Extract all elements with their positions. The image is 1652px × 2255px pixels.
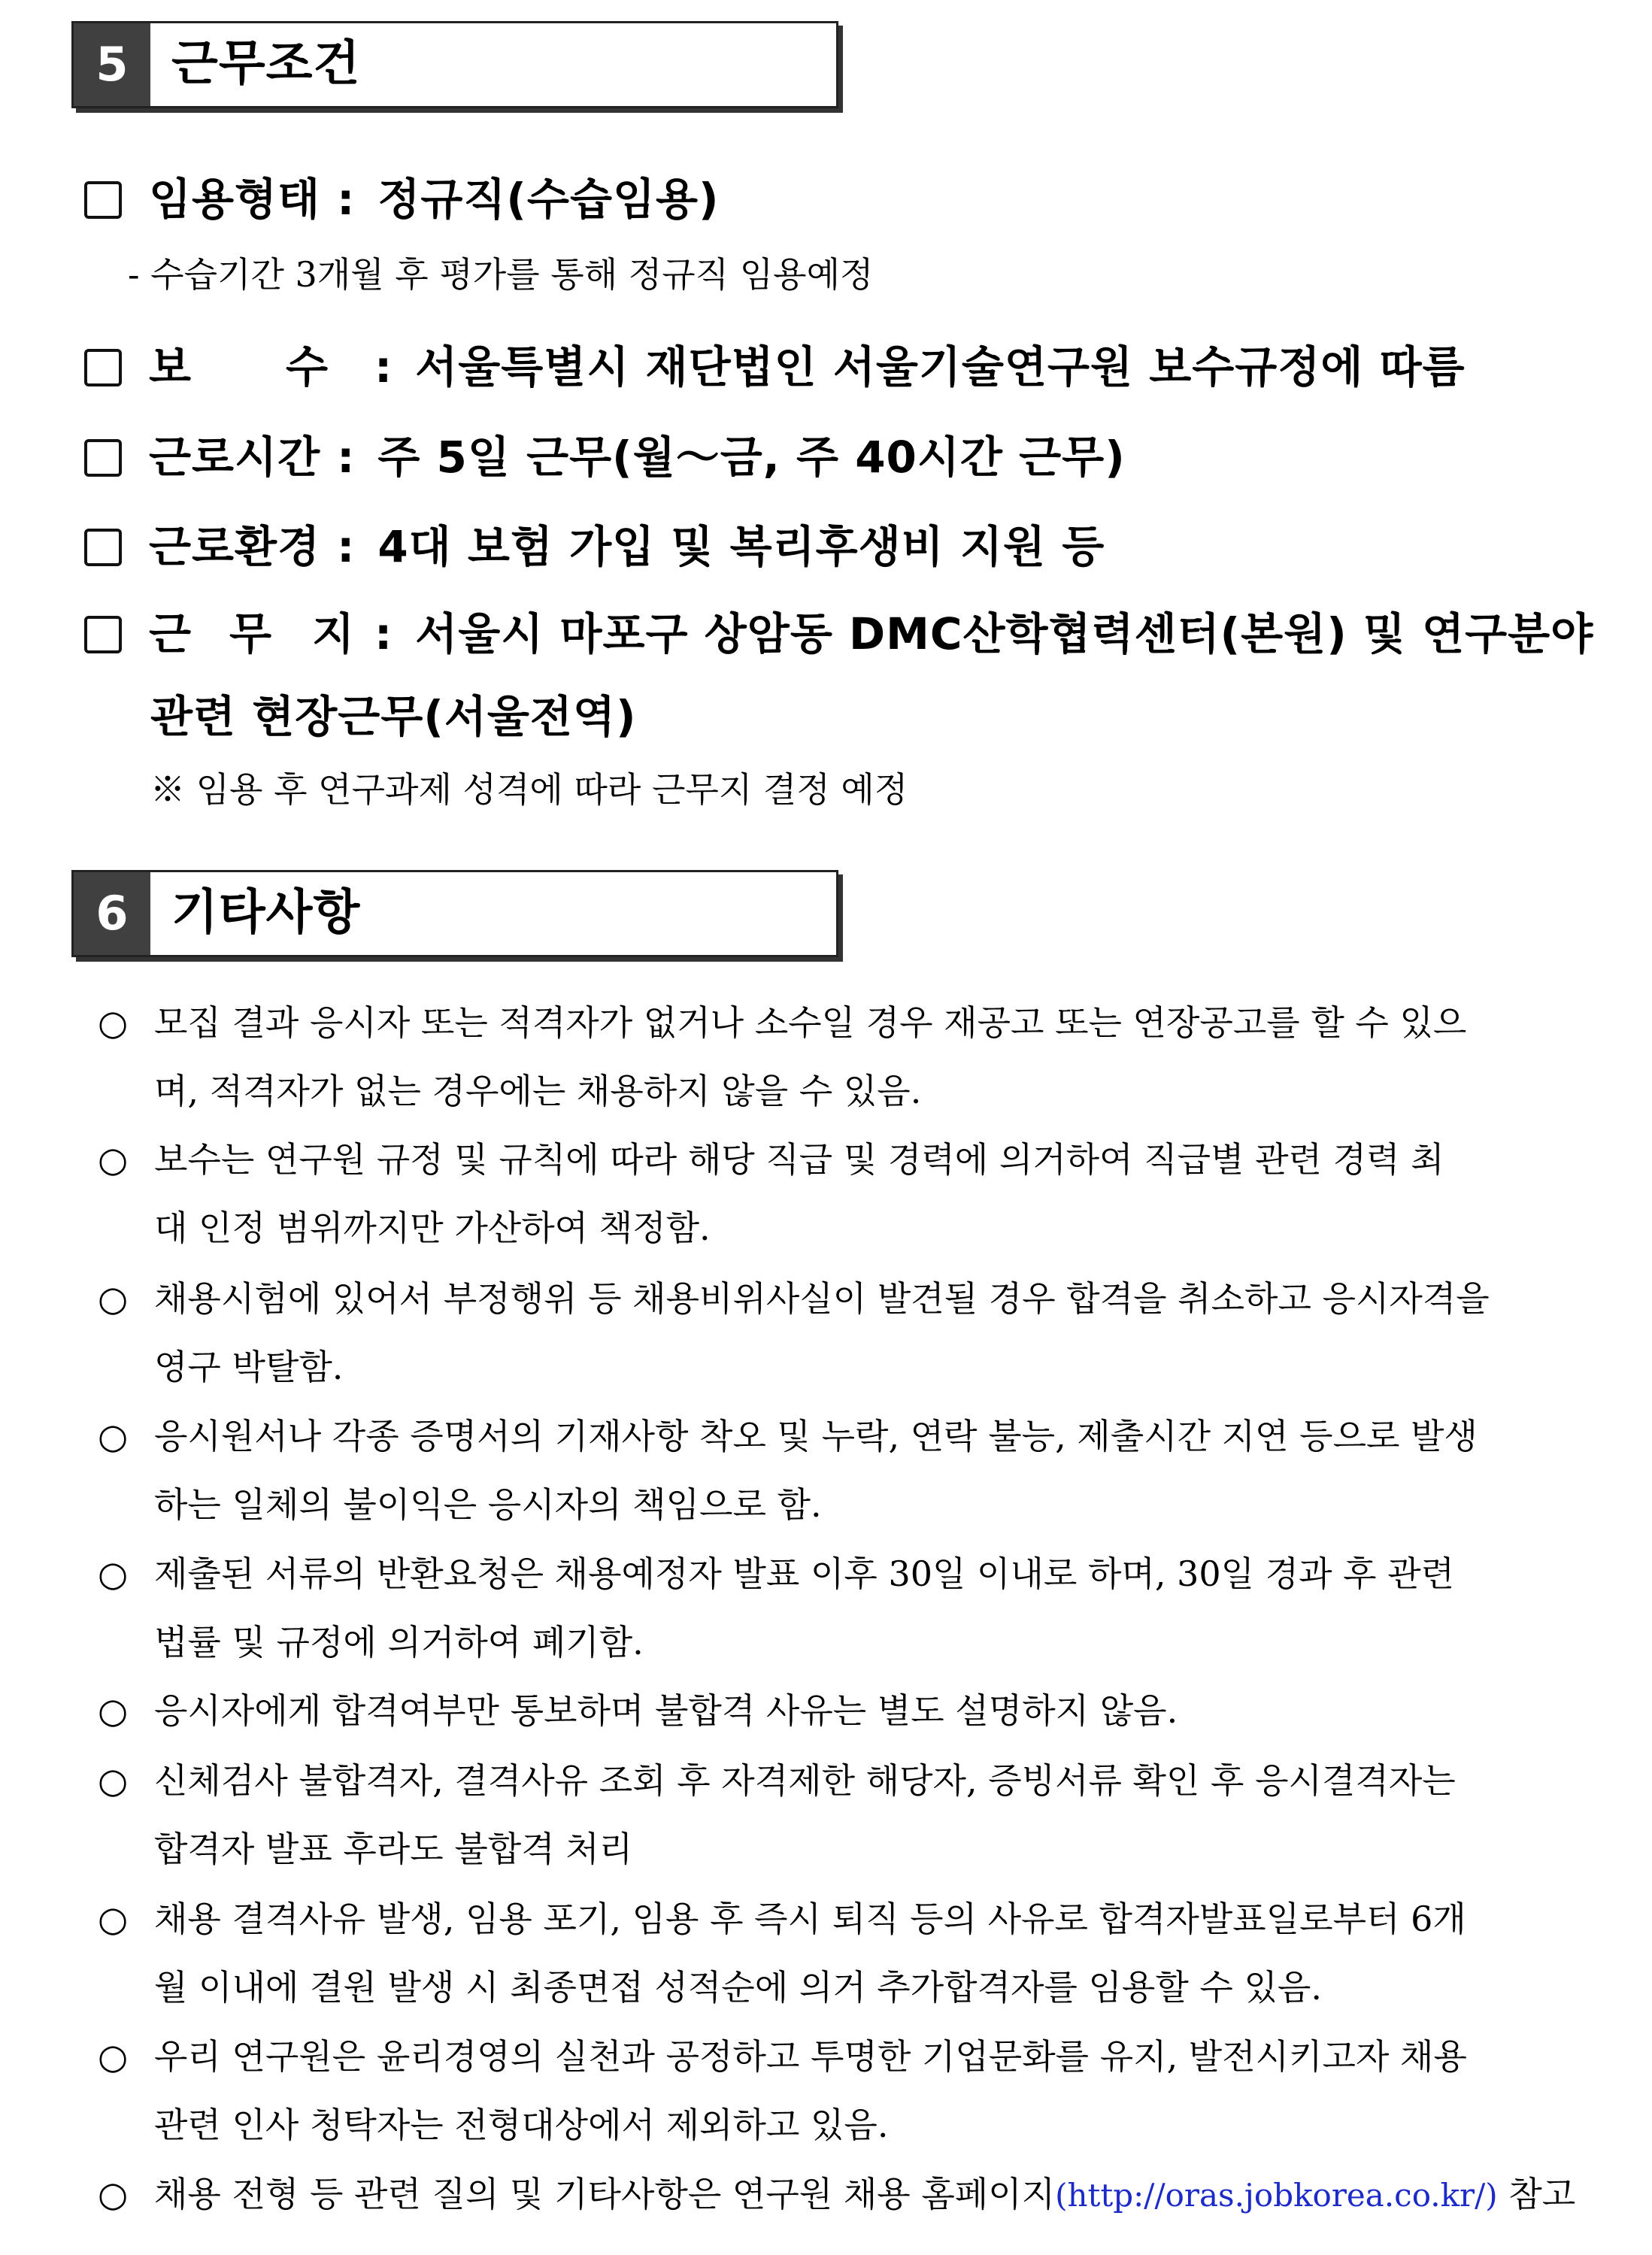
checkbox-icon — [84, 616, 122, 653]
separator: : — [337, 432, 356, 483]
condition-value: 서울시 마포구 상암동 DMC산학협력센터(본원) 및 연구분야 — [415, 608, 1594, 659]
condition-value: 주 5일 근무(월～금, 주 40시간 근무) — [377, 432, 1126, 483]
circle-bullet-icon: ○ — [98, 1760, 129, 1801]
condition-value-continued: 관련 현장근무(서울전역) — [150, 691, 637, 742]
condition-work-environment — [84, 505, 1626, 588]
separator: : — [337, 174, 356, 225]
location-note: ※ 임용 후 연구과제 성격에 따라 근무지 결정 예정 — [150, 769, 908, 810]
section-title: 기타사항 — [171, 885, 361, 941]
checkbox-icon — [84, 529, 122, 566]
condition-label: 근 무 지 — [149, 608, 356, 659]
checkbox-icon — [84, 349, 122, 386]
condition-label: 근로환경 — [149, 521, 321, 572]
probation-note: - 수습기간 3개월 후 평가를 통해 정규직 임용예정 — [128, 254, 874, 295]
section-title: 근무조건 — [171, 36, 361, 92]
circle-bullet-icon: ○ — [98, 1553, 129, 1594]
section-6-header — [71, 870, 838, 957]
condition-employment-type — [84, 158, 1626, 241]
condition-label: 임용형태 — [149, 174, 321, 225]
condition-label: 근로시간 — [149, 432, 321, 483]
condition-value: 4대 보험 가입 및 복리후생비 지원 등 — [377, 521, 1105, 572]
circle-bullet-icon: ○ — [98, 1690, 129, 1731]
recruitment-homepage-link[interactable]: (http://oras.jobkorea.co.kr/) — [1055, 2177, 1498, 2214]
section-5-header — [71, 21, 838, 108]
condition-value: 정규직(수습임용) — [377, 174, 720, 225]
section-number: 5 — [74, 23, 150, 106]
checkbox-icon — [84, 181, 122, 219]
section-number: 6 — [74, 872, 150, 955]
inquiry-text: 채용 전형 등 관련 질의 및 기타사항은 연구원 채용 홈페이지 — [154, 2174, 1056, 2214]
condition-pay — [84, 326, 1626, 408]
circle-bullet-icon: ○ — [98, 1899, 129, 1939]
circle-bullet-icon: ○ — [98, 2036, 129, 2077]
separator: : — [374, 341, 393, 393]
circle-bullet-icon: ○ — [98, 1002, 129, 1043]
circle-bullet-icon: ○ — [98, 2174, 129, 2214]
condition-work-hours — [84, 416, 1626, 499]
condition-label: 보 수 — [149, 341, 329, 393]
condition-value: 서울특별시 재단법인 서울기술연구원 보수규정에 따름 — [415, 341, 1466, 393]
separator: : — [374, 608, 393, 659]
inquiry-suffix: 참고 — [1508, 2174, 1576, 2214]
checkbox-icon — [84, 439, 122, 477]
separator: : — [337, 521, 356, 572]
circle-bullet-icon: ○ — [98, 1416, 129, 1456]
condition-work-location — [84, 593, 1626, 675]
circle-bullet-icon: ○ — [98, 1139, 129, 1180]
circle-bullet-icon: ○ — [98, 1278, 129, 1319]
